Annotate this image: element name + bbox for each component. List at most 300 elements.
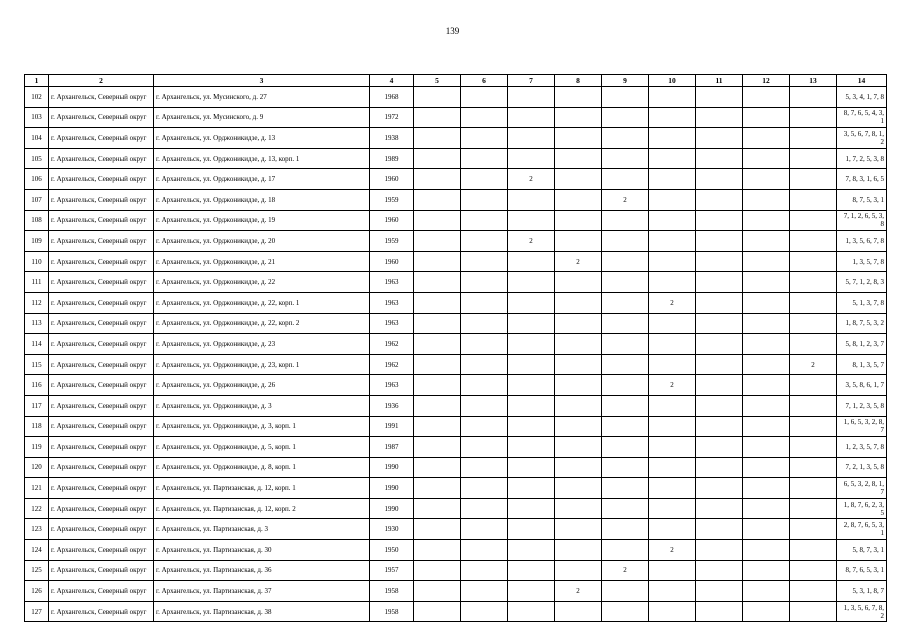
value-cell-c11	[696, 210, 743, 231]
value-cell-c11	[696, 601, 743, 622]
year-cell: 1972	[370, 107, 414, 128]
value-cell-c12	[743, 251, 790, 272]
address-cell: г. Архангельск, ул. Орджоникидзе, д. 23, корп. 1	[154, 354, 370, 375]
district-cell: г. Архангельск, Северный округ	[49, 560, 154, 581]
address-cell: г. Архангельск, ул. Мусинского, д. 27	[154, 87, 370, 108]
address-cell: г. Архангельск, ул. Орджоникидзе, д. 3	[154, 395, 370, 416]
value-cell-c9	[602, 292, 649, 313]
value-cell-c9	[602, 251, 649, 272]
table-row	[25, 395, 887, 416]
value-cell-c11	[696, 313, 743, 334]
table-row	[25, 313, 887, 334]
year-cell: 1987	[370, 437, 414, 458]
value-cell-c8	[555, 169, 602, 190]
value-cell-c7	[508, 601, 555, 622]
value-cell-c13	[790, 395, 837, 416]
year-cell: 1957	[370, 560, 414, 581]
codes-cell: 8, 7, 6, 5, 4, 3, 1	[837, 107, 887, 128]
table-row	[25, 87, 887, 108]
district-cell: г. Архангельск, Северный округ	[49, 498, 154, 519]
value-cell-c7	[508, 478, 555, 499]
value-cell-c12	[743, 189, 790, 210]
codes-cell: 5, 8, 7, 3, 1	[837, 540, 887, 561]
district-cell: г. Архангельск, Северный округ	[49, 292, 154, 313]
codes-cell: 7, 2, 1, 3, 5, 8	[837, 457, 887, 478]
value-cell-c10	[649, 169, 696, 190]
value-cell-c6	[461, 148, 508, 169]
column-header: 3	[154, 75, 370, 87]
codes-cell: 1, 3, 5, 6, 7, 8, 2	[837, 601, 887, 622]
value-cell-c8: 2	[555, 251, 602, 272]
value-cell-c6	[461, 210, 508, 231]
value-cell-c7	[508, 292, 555, 313]
value-cell-c6	[461, 416, 508, 437]
value-cell-c10	[649, 107, 696, 128]
value-cell-c9	[602, 128, 649, 149]
value-cell-c8	[555, 416, 602, 437]
table-row	[25, 581, 887, 602]
value-cell-c5	[414, 540, 461, 561]
table-row	[25, 107, 887, 128]
value-cell-c7	[508, 354, 555, 375]
value-cell-c12	[743, 375, 790, 396]
row-number-cell: 117	[25, 395, 49, 416]
table-row	[25, 478, 887, 499]
codes-cell: 3, 5, 8, 6, 1, 7	[837, 375, 887, 396]
value-cell-c5	[414, 581, 461, 602]
value-cell-c10	[649, 560, 696, 581]
row-number-cell: 102	[25, 87, 49, 108]
table-row	[25, 231, 887, 252]
column-header: 8	[555, 75, 602, 87]
codes-cell: 8, 7, 6, 5, 3, 1	[837, 560, 887, 581]
row-number-cell: 111	[25, 272, 49, 293]
value-cell-c8	[555, 334, 602, 355]
row-number-cell: 115	[25, 354, 49, 375]
address-cell: г. Архангельск, ул. Орджоникидзе, д. 22, корп. 1	[154, 292, 370, 313]
year-cell: 1960	[370, 169, 414, 190]
row-number-cell: 120	[25, 457, 49, 478]
district-cell: г. Архангельск, Северный округ	[49, 416, 154, 437]
address-cell: г. Архангельск, ул. Орджоникидзе, д. 3, корп. 1	[154, 416, 370, 437]
value-cell-c7	[508, 334, 555, 355]
value-cell-c7	[508, 189, 555, 210]
column-header: 5	[414, 75, 461, 87]
value-cell-c12	[743, 128, 790, 149]
codes-cell: 1, 7, 2, 5, 3, 8	[837, 148, 887, 169]
value-cell-c7	[508, 416, 555, 437]
row-number-cell: 121	[25, 478, 49, 499]
value-cell-c6	[461, 107, 508, 128]
row-number-cell: 122	[25, 498, 49, 519]
value-cell-c8	[555, 189, 602, 210]
value-cell-c8	[555, 272, 602, 293]
address-cell: г. Архангельск, ул. Орджоникидзе, д. 20	[154, 231, 370, 252]
value-cell-c9	[602, 272, 649, 293]
value-cell-c11	[696, 560, 743, 581]
row-number-cell: 106	[25, 169, 49, 190]
row-number-cell: 124	[25, 540, 49, 561]
codes-cell: 5, 1, 3, 7, 8	[837, 292, 887, 313]
table-row	[25, 416, 887, 437]
row-number-cell: 127	[25, 601, 49, 622]
value-cell-c7: 2	[508, 169, 555, 190]
value-cell-c11	[696, 169, 743, 190]
value-cell-c8	[555, 601, 602, 622]
value-cell-c13: 2	[790, 354, 837, 375]
row-number-cell: 125	[25, 560, 49, 581]
table-row	[25, 128, 887, 149]
codes-cell: 1, 3, 5, 6, 7, 8	[837, 231, 887, 252]
value-cell-c5	[414, 457, 461, 478]
address-cell: г. Архангельск, ул. Партизанская, д. 36	[154, 560, 370, 581]
table-row	[25, 334, 887, 355]
table-row	[25, 519, 887, 540]
district-cell: г. Архангельск, Северный округ	[49, 519, 154, 540]
year-cell: 1962	[370, 354, 414, 375]
value-cell-c10: 2	[649, 375, 696, 396]
value-cell-c11	[696, 231, 743, 252]
value-cell-c5	[414, 210, 461, 231]
codes-cell: 1, 8, 7, 6, 2, 3, 5	[837, 498, 887, 519]
row-number-cell: 119	[25, 437, 49, 458]
value-cell-c11	[696, 478, 743, 499]
value-cell-c8	[555, 395, 602, 416]
value-cell-c10	[649, 272, 696, 293]
value-cell-c6	[461, 128, 508, 149]
value-cell-c5	[414, 478, 461, 499]
value-cell-c6	[461, 581, 508, 602]
table-row	[25, 148, 887, 169]
value-cell-c9	[602, 169, 649, 190]
value-cell-c11	[696, 498, 743, 519]
row-number-cell: 107	[25, 189, 49, 210]
value-cell-c10	[649, 189, 696, 210]
year-cell: 1990	[370, 478, 414, 499]
value-cell-c11	[696, 395, 743, 416]
codes-cell: 1, 8, 7, 5, 3, 2	[837, 313, 887, 334]
value-cell-c9	[602, 375, 649, 396]
value-cell-c9: 2	[602, 189, 649, 210]
header-row	[25, 75, 887, 87]
value-cell-c12	[743, 581, 790, 602]
year-cell: 1963	[370, 272, 414, 293]
value-cell-c12	[743, 519, 790, 540]
value-cell-c11	[696, 519, 743, 540]
district-cell: г. Архангельск, Северный округ	[49, 313, 154, 334]
district-cell: г. Архангельск, Северный округ	[49, 189, 154, 210]
district-cell: г. Архангельск, Северный округ	[49, 478, 154, 499]
value-cell-c5	[414, 560, 461, 581]
value-cell-c6	[461, 457, 508, 478]
value-cell-c13	[790, 128, 837, 149]
row-number-cell: 108	[25, 210, 49, 231]
value-cell-c5	[414, 498, 461, 519]
value-cell-c11	[696, 189, 743, 210]
table-row	[25, 169, 887, 190]
value-cell-c6	[461, 560, 508, 581]
value-cell-c13	[790, 292, 837, 313]
year-cell: 1990	[370, 457, 414, 478]
column-header: 13	[790, 75, 837, 87]
value-cell-c7	[508, 107, 555, 128]
table-row	[25, 272, 887, 293]
value-cell-c9	[602, 148, 649, 169]
value-cell-c8	[555, 478, 602, 499]
value-cell-c12	[743, 457, 790, 478]
year-cell: 1963	[370, 375, 414, 396]
value-cell-c12	[743, 87, 790, 108]
address-cell: г. Архангельск, ул. Орджоникидзе, д. 18	[154, 189, 370, 210]
value-cell-c12	[743, 498, 790, 519]
row-number-cell: 104	[25, 128, 49, 149]
value-cell-c7	[508, 210, 555, 231]
value-cell-c5	[414, 169, 461, 190]
table-row	[25, 560, 887, 581]
value-cell-c8	[555, 210, 602, 231]
value-cell-c6	[461, 251, 508, 272]
value-cell-c10	[649, 498, 696, 519]
value-cell-c8	[555, 457, 602, 478]
column-header: 6	[461, 75, 508, 87]
value-cell-c7	[508, 437, 555, 458]
value-cell-c9	[602, 334, 649, 355]
value-cell-c9	[602, 601, 649, 622]
value-cell-c13	[790, 272, 837, 293]
value-cell-c13	[790, 540, 837, 561]
row-number-cell: 112	[25, 292, 49, 313]
value-cell-c6	[461, 354, 508, 375]
row-number-cell: 110	[25, 251, 49, 272]
value-cell-c13	[790, 189, 837, 210]
value-cell-c8	[555, 519, 602, 540]
value-cell-c11	[696, 128, 743, 149]
value-cell-c8	[555, 231, 602, 252]
address-cell: г. Архангельск, ул. Орджоникидзе, д. 8, корп. 1	[154, 457, 370, 478]
address-cell: г. Архангельск, ул. Орджоникидзе, д. 23	[154, 334, 370, 355]
district-cell: г. Архангельск, Северный округ	[49, 231, 154, 252]
value-cell-c5	[414, 313, 461, 334]
value-cell-c5	[414, 334, 461, 355]
housing-registry-table	[24, 74, 887, 622]
district-cell: г. Архангельск, Северный округ	[49, 128, 154, 149]
year-cell: 1960	[370, 251, 414, 272]
value-cell-c10	[649, 231, 696, 252]
value-cell-c10	[649, 478, 696, 499]
value-cell-c8	[555, 560, 602, 581]
address-cell: г. Архангельск, ул. Партизанская, д. 12, корп. 1	[154, 478, 370, 499]
district-cell: г. Архангельск, Северный округ	[49, 251, 154, 272]
value-cell-c11	[696, 581, 743, 602]
value-cell-c5	[414, 437, 461, 458]
value-cell-c8	[555, 375, 602, 396]
value-cell-c8	[555, 437, 602, 458]
value-cell-c11	[696, 334, 743, 355]
column-header: 7	[508, 75, 555, 87]
address-cell: г. Архангельск, ул. Орджоникидзе, д. 5, корп. 1	[154, 437, 370, 458]
year-cell: 1963	[370, 313, 414, 334]
value-cell-c7	[508, 395, 555, 416]
value-cell-c12	[743, 601, 790, 622]
row-number-cell: 116	[25, 375, 49, 396]
value-cell-c11	[696, 87, 743, 108]
value-cell-c6	[461, 231, 508, 252]
value-cell-c12	[743, 416, 790, 437]
value-cell-c5	[414, 189, 461, 210]
value-cell-c7	[508, 313, 555, 334]
value-cell-c10	[649, 334, 696, 355]
value-cell-c10	[649, 437, 696, 458]
value-cell-c11	[696, 437, 743, 458]
value-cell-c13	[790, 498, 837, 519]
value-cell-c10	[649, 457, 696, 478]
value-cell-c9	[602, 231, 649, 252]
value-cell-c9	[602, 581, 649, 602]
value-cell-c7	[508, 498, 555, 519]
value-cell-c12	[743, 148, 790, 169]
address-cell: г. Архангельск, ул. Партизанская, д. 30	[154, 540, 370, 561]
value-cell-c5	[414, 395, 461, 416]
value-cell-c9	[602, 354, 649, 375]
codes-cell: 8, 7, 5, 3, 1	[837, 189, 887, 210]
row-number-cell: 126	[25, 581, 49, 602]
codes-cell: 3, 5, 6, 7, 8, 1, 2	[837, 128, 887, 149]
value-cell-c10	[649, 416, 696, 437]
district-cell: г. Архангельск, Северный округ	[49, 87, 154, 108]
value-cell-c11	[696, 354, 743, 375]
value-cell-c6	[461, 272, 508, 293]
value-cell-c10: 2	[649, 292, 696, 313]
year-cell: 1930	[370, 519, 414, 540]
value-cell-c10	[649, 601, 696, 622]
codes-cell: 5, 3, 4, 1, 7, 8	[837, 87, 887, 108]
value-cell-c12	[743, 231, 790, 252]
address-cell: г. Архангельск, ул. Орджоникидзе, д. 19	[154, 210, 370, 231]
year-cell: 1962	[370, 334, 414, 355]
value-cell-c13	[790, 334, 837, 355]
value-cell-c5	[414, 292, 461, 313]
value-cell-c8	[555, 540, 602, 561]
codes-cell: 8, 1, 3, 5, 7	[837, 354, 887, 375]
value-cell-c8	[555, 87, 602, 108]
value-cell-c5	[414, 519, 461, 540]
year-cell: 1960	[370, 210, 414, 231]
value-cell-c6	[461, 87, 508, 108]
value-cell-c10: 2	[649, 540, 696, 561]
value-cell-c12	[743, 395, 790, 416]
value-cell-c6	[461, 540, 508, 561]
value-cell-c11	[696, 457, 743, 478]
codes-cell: 7, 1, 2, 3, 5, 8	[837, 395, 887, 416]
value-cell-c6	[461, 395, 508, 416]
value-cell-c10	[649, 519, 696, 540]
value-cell-c10	[649, 87, 696, 108]
district-cell: г. Архангельск, Северный округ	[49, 354, 154, 375]
value-cell-c6	[461, 601, 508, 622]
codes-cell: 1, 6, 5, 3, 2, 8, 7	[837, 416, 887, 437]
value-cell-c9	[602, 210, 649, 231]
value-cell-c8	[555, 292, 602, 313]
value-cell-c9: 2	[602, 560, 649, 581]
value-cell-c12	[743, 437, 790, 458]
value-cell-c12	[743, 292, 790, 313]
table-row	[25, 292, 887, 313]
value-cell-c8	[555, 498, 602, 519]
table-row	[25, 601, 887, 622]
value-cell-c7	[508, 375, 555, 396]
codes-cell: 1, 2, 3, 5, 7, 8	[837, 437, 887, 458]
column-header: 12	[743, 75, 790, 87]
address-cell: г. Архангельск, ул. Партизанская, д. 37	[154, 581, 370, 602]
value-cell-c12	[743, 272, 790, 293]
value-cell-c7	[508, 128, 555, 149]
value-cell-c12	[743, 313, 790, 334]
value-cell-c9	[602, 87, 649, 108]
value-cell-c13	[790, 87, 837, 108]
value-cell-c13	[790, 148, 837, 169]
value-cell-c13	[790, 107, 837, 128]
value-cell-c6	[461, 478, 508, 499]
value-cell-c13	[790, 560, 837, 581]
value-cell-c7	[508, 560, 555, 581]
table-row	[25, 210, 887, 231]
value-cell-c7	[508, 581, 555, 602]
value-cell-c13	[790, 601, 837, 622]
value-cell-c11	[696, 107, 743, 128]
value-cell-c12	[743, 560, 790, 581]
value-cell-c6	[461, 313, 508, 334]
value-cell-c10	[649, 581, 696, 602]
year-cell: 1938	[370, 128, 414, 149]
value-cell-c10	[649, 313, 696, 334]
table-row	[25, 457, 887, 478]
column-header: 9	[602, 75, 649, 87]
value-cell-c6	[461, 334, 508, 355]
value-cell-c7	[508, 519, 555, 540]
value-cell-c5	[414, 231, 461, 252]
value-cell-c5	[414, 87, 461, 108]
value-cell-c8: 2	[555, 581, 602, 602]
row-number-cell: 114	[25, 334, 49, 355]
year-cell: 1989	[370, 148, 414, 169]
value-cell-c11	[696, 292, 743, 313]
row-number-cell: 103	[25, 107, 49, 128]
row-number-cell: 123	[25, 519, 49, 540]
value-cell-c12	[743, 169, 790, 190]
year-cell: 1959	[370, 231, 414, 252]
year-cell: 1990	[370, 498, 414, 519]
value-cell-c7	[508, 251, 555, 272]
column-header: 1	[25, 75, 49, 87]
address-cell: г. Архангельск, ул. Партизанская, д. 12, корп. 2	[154, 498, 370, 519]
value-cell-c8	[555, 148, 602, 169]
value-cell-c12	[743, 334, 790, 355]
value-cell-c7	[508, 272, 555, 293]
value-cell-c11	[696, 251, 743, 272]
address-cell: г. Архангельск, ул. Орджоникидзе, д. 26	[154, 375, 370, 396]
row-number-cell: 105	[25, 148, 49, 169]
table-row	[25, 189, 887, 210]
page-number: 139	[445, 26, 460, 36]
value-cell-c13	[790, 313, 837, 334]
year-cell: 1958	[370, 581, 414, 602]
value-cell-c10	[649, 210, 696, 231]
value-cell-c11	[696, 375, 743, 396]
value-cell-c8	[555, 128, 602, 149]
year-cell: 1959	[370, 189, 414, 210]
value-cell-c6	[461, 519, 508, 540]
value-cell-c7	[508, 87, 555, 108]
